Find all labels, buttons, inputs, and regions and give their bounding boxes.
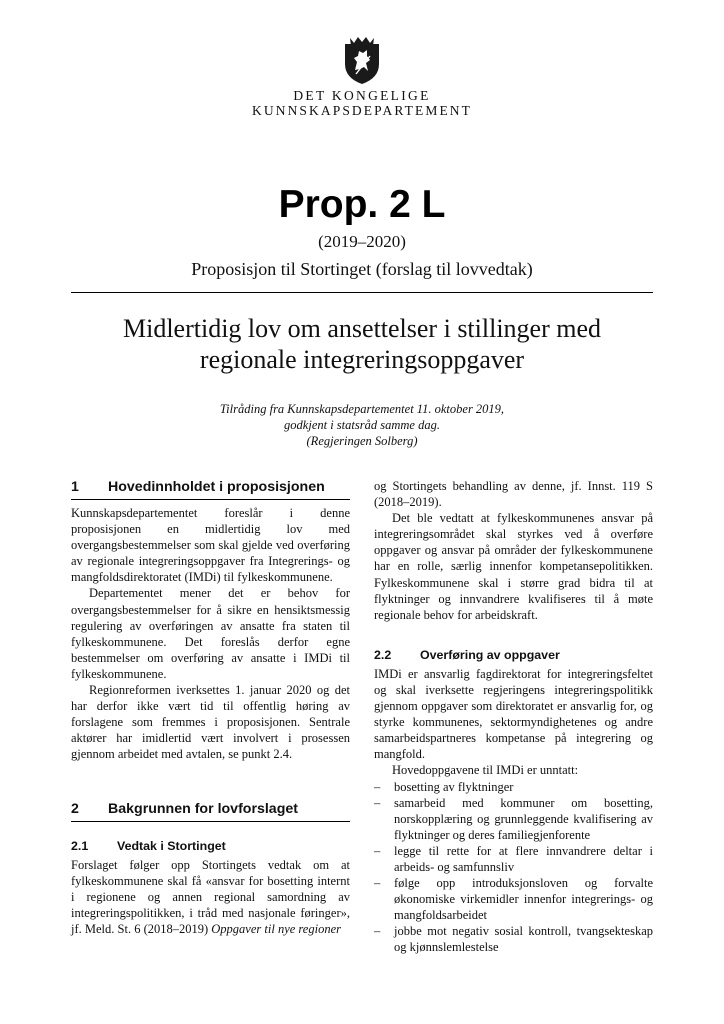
section-1-paragraph-3: Regionreformen iverksettes 1. januar 2020 og det har derfor ikke vært tid til offentlig høring av forslagene som fremmes i proposisjonen. Sentrale aktører har imidlertid vært involvert i prosessen gjennom arbeidet med avtalen, se punkt 2.4. <box>71 683 350 762</box>
section-2-title: Bakgrunnen for lovforslaget <box>108 800 298 817</box>
section-1-number: 1 <box>71 479 79 495</box>
ministry-name-line2: KUNNSKAPSDEPARTEMENT <box>252 103 472 118</box>
list-item: – jobbe mot negativ sosial kontroll, tvangsekteskap og kjønnslemlestelse <box>374 923 653 955</box>
document-title-line2: regionale integreringsoppgaver <box>199 345 525 374</box>
section-2-1-title: Vedtak i Stortinget <box>117 838 226 853</box>
section-2-number: 2 <box>71 800 79 817</box>
section-2-1-number: 2.1 <box>71 838 89 853</box>
approval-note <box>100 401 624 449</box>
document-title <box>60 313 664 375</box>
section-2-heading <box>71 800 350 822</box>
proposition-title: Prop. 2 L <box>278 183 446 226</box>
section-1-paragraph-1: Kunnskapsdepartementet foreslår i denne proposisjonen en midlertidig lov med overgangsbestemmelser som skal gjelde ved overføring av regionale integreringsoppgaver fra Integrerings- og mangfoldsdirektoratet (IMDi) til fylkeskommunene. <box>71 506 350 585</box>
section-2-1-heading <box>71 838 350 854</box>
list-item: – følge opp introduksjonsloven og forvalte økonomiske virkemidler innenfor integrerings- og mangfoldsarbeidet <box>374 875 653 923</box>
document-title-line1: Midlertidig lov om ansettelser i stillinger med <box>122 314 602 343</box>
section-2-1-paragraph-1-start: Forslaget følger opp Stortingets vedtak om at fylkeskommunene skal få «ansvar for bosetting internt i regionene og annen regional samordning av integreringspolitikken, i tråd med nasjonale føringer», jf. Meld. St. 6 (2018–2019) <box>71 857 350 936</box>
approval-line3: (Regjeringen Solberg) <box>306 434 418 448</box>
section-1-title: Hovedinnholdet i proposisjonen <box>108 479 325 495</box>
section-2-1-paragraph-1-continued: og Stortingets behandling av denne, jf. Innst. 119 S (2018–2019). <box>374 479 653 510</box>
left-column <box>71 478 350 937</box>
white-paper-title: Oppgaver til nye regioner <box>211 921 341 936</box>
proposition-session: (2019–2020) <box>318 232 406 251</box>
section-2-2-heading <box>374 647 653 663</box>
approval-line1: Tilråding fra Kunnskapsdepartementet 11. oktober 2019, <box>219 402 505 416</box>
approval-line2: godkjent i statsråd samme dag. <box>284 418 440 432</box>
section-2-2-title: Overføring av oppgaver <box>420 647 560 662</box>
main-tasks-list <box>374 779 653 956</box>
ministry-name-line1: DET KONGELIGE <box>293 88 431 103</box>
section-2-1-paragraph-2: Det ble vedtatt at fylkeskommunenes ansvar på integreringsområdet skal styrkes ved å overføre oppgaver og ansvar på områder der fylkeskommunene har en rolle, særlig innenfor kompetansepolitikken. Fylkeskommunene skal i større grad bidra til at flyktninger og innvandrere kvalifiseres til å møte regionale behov for arbeidskraft. <box>374 511 653 622</box>
section-1-paragraph-2: Departementet mener det er behov for overgangsbestemmelser for å sikre en hensiktsmessig regulering av overføringen av ansatte fra staten til fylkeskommunene. Det foreslås derfor egne bestemmelser om overføring av ansatte i IMDi til fylkeskommunene. <box>71 586 350 681</box>
list-item: – bosetting av flyktninger <box>374 779 653 795</box>
section-2-1-paragraph-1 <box>71 857 350 937</box>
right-column <box>374 478 653 956</box>
section-2-2-paragraph-2: Hovedoppgavene til IMDi er unntatt: <box>392 763 579 778</box>
section-2-2-number: 2.2 <box>374 647 392 662</box>
list-item: – samarbeid med kommuner om bosetting, norskopplæring og grunnleggende kvalifisering av flyktninger og deres familiegjenforente <box>374 795 653 843</box>
proposition-type: Proposisjon til Stortinget (forslag til lovvedtak) <box>191 259 533 279</box>
section-1-heading <box>71 478 350 500</box>
section-2-2-paragraph-1: IMDi er ansvarlig fagdirektorat for integreringsfeltet og skal iverksette regjeringens integreringspolitikk gjennom oppgaver som direktoratet er ansvarlig for, og styrke kommunenes, sektormyndighetenes og andre samarbeidspartneres kompetanse på integrering og mangfold. <box>374 666 653 762</box>
list-item: – legge til rette for at flere innvandrere deltar i arbeids- og samfunnsliv <box>374 843 653 875</box>
royal-crest-icon <box>337 34 387 86</box>
title-divider <box>71 292 653 293</box>
